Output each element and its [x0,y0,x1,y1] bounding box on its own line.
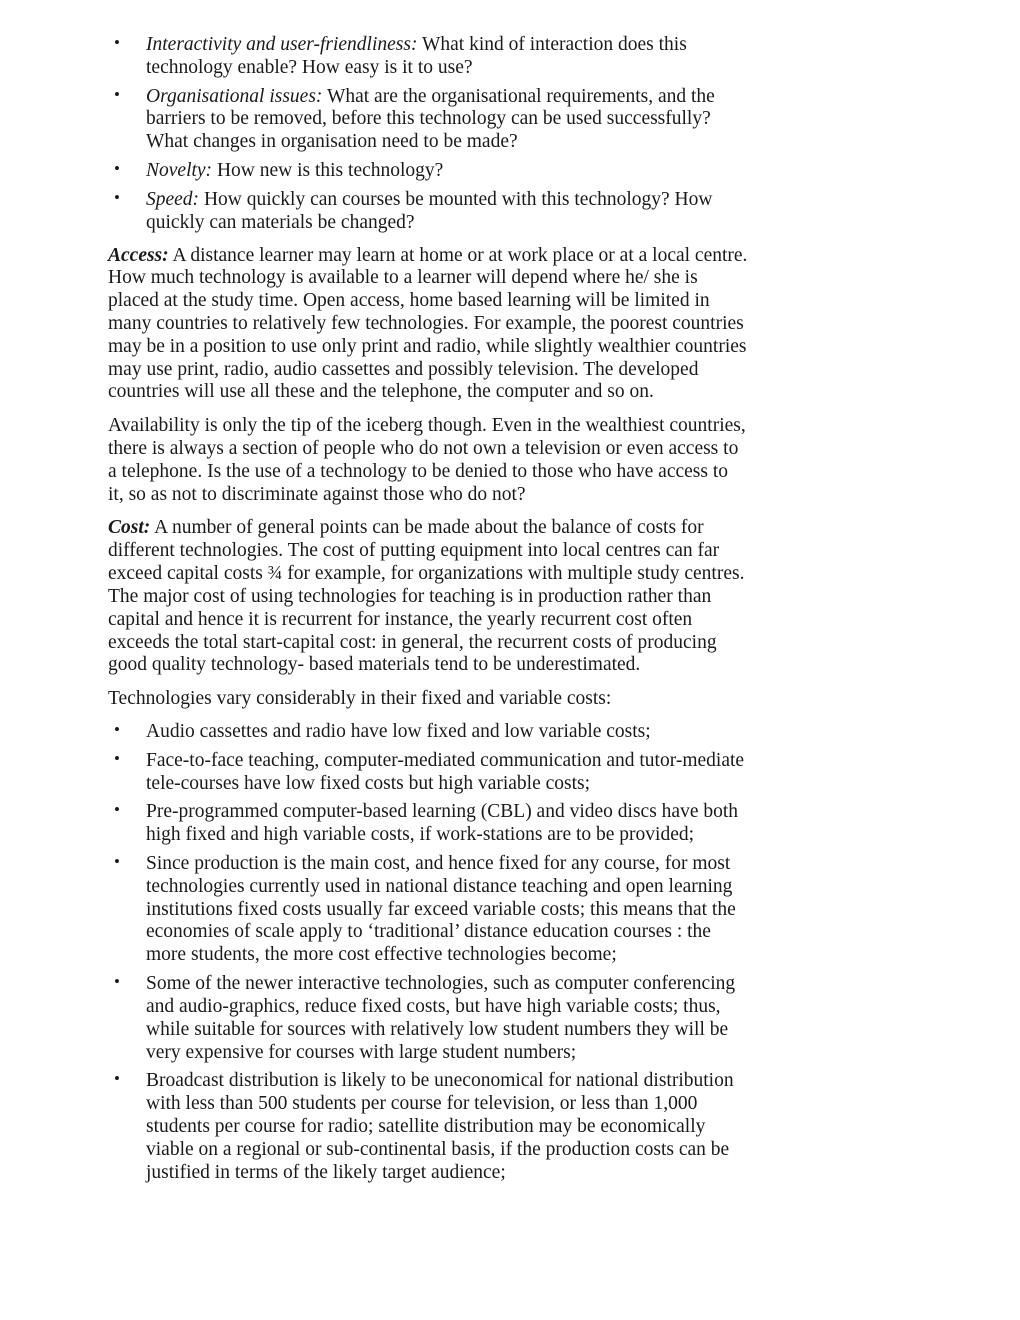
criteria-text: How new is this technology? [212,160,444,182]
list-item [108,34,748,80]
access-paragraph [108,245,748,405]
list-item [108,160,748,183]
criteria-text: What are the organisational requirements, and the barriers to be removed, before this technology can be used successfully? What changes in organisation need to be made? [146,85,715,153]
list-item: • Since production is the main cost, and hence fixed for any course, for most technologies currently used in national distance teaching and open learning institutions fixed costs usually far exceed variable costs; this means that the economies of scale apply to ‘traditional’ distance education courses : the more students, the more cost effective technologies become; [108,853,748,967]
criteria-term: Organisational issues: [146,85,323,107]
criteria-text: What kind of interaction does this technology enable? How easy is it to use? [146,34,687,78]
document-body [108,34,748,1184]
criteria-term: Interactivity and user-friendliness: [146,34,418,55]
list-item [108,86,748,154]
criteria-term: Speed: [146,188,200,210]
list-item: • Audio cassettes and radio have low fixed and low variable costs; [108,721,748,744]
cost-bullet-list [108,721,748,1184]
criteria-bullet-list [108,34,748,235]
list-item: • Pre-programmed computer-based learning (CBL) and video discs have both high fixed and high variable costs, if work-stations are to be provided; [108,801,748,847]
fixed-variable-intro: Technologies vary considerably in their fixed and variable costs: [108,688,612,710]
cost-heading: Cost: [108,517,151,539]
list-item: • Broadcast distribution is likely to be uneconomical for national distribution with less than 500 students per course for television, or less than 1,000 students per course for radio; satellite distribution may be economically viable on a regional or sub-continental basis, if the production costs can be justified in terms of the likely target audience; [108,1070,748,1184]
cost-paragraph [108,517,748,677]
access-heading: Access: [108,244,169,266]
access-text: A distance learner may learn at home or at work place or at a local centre. How much technology is available to a learner will depend where he/ she is placed at the study time. Open access, home based learning will be limited in many countries to relatively few technologies. For example, the poorest countries may be in a position to use only print and radio, while slightly wealthier countries may use print, radio, audio cassettes and possibly television. The developed countries will use all these and the telephone, the computer and so on. [108,244,748,403]
criteria-text: How quickly can courses be mounted with this technology? How quickly can materials be changed? [146,188,713,233]
availability-paragraph: Availability is only the tip of the iceberg though. Even in the wealthiest countries, there is always a section of people who do not own a television or even access to a telephone. Is the use of a technology to be denied to those who have access to it, so as not to discriminate against those who do not? [108,415,746,505]
list-item: • Some of the newer interactive technologies, such as computer conferencing and audio-graphics, reduce fixed costs, but have high variable costs; thus, while suitable for sources with relatively low student numbers they will be very expensive for courses with large student numbers; [108,973,748,1064]
list-item [108,189,748,235]
criteria-term: Novelty: [146,160,213,182]
cost-text: A number of general points can be made about the balance of costs for different technologies. The cost of putting equipment into local centres can far exceed capital costs ¾ for example, for organizations with multiple study centres. The major cost of using technologies for teaching is in production rather than capital and hence it is recurrent for instance, the yearly recurrent cost often exceeds the total start-capital cost: in general, the recurrent costs of producing good quality technology- based materials tend to be underestimated. [108,517,745,676]
list-item: • Face-to-face teaching, computer-mediated communication and tutor-mediate tele-courses have low fixed costs but high variable costs; [108,750,748,796]
